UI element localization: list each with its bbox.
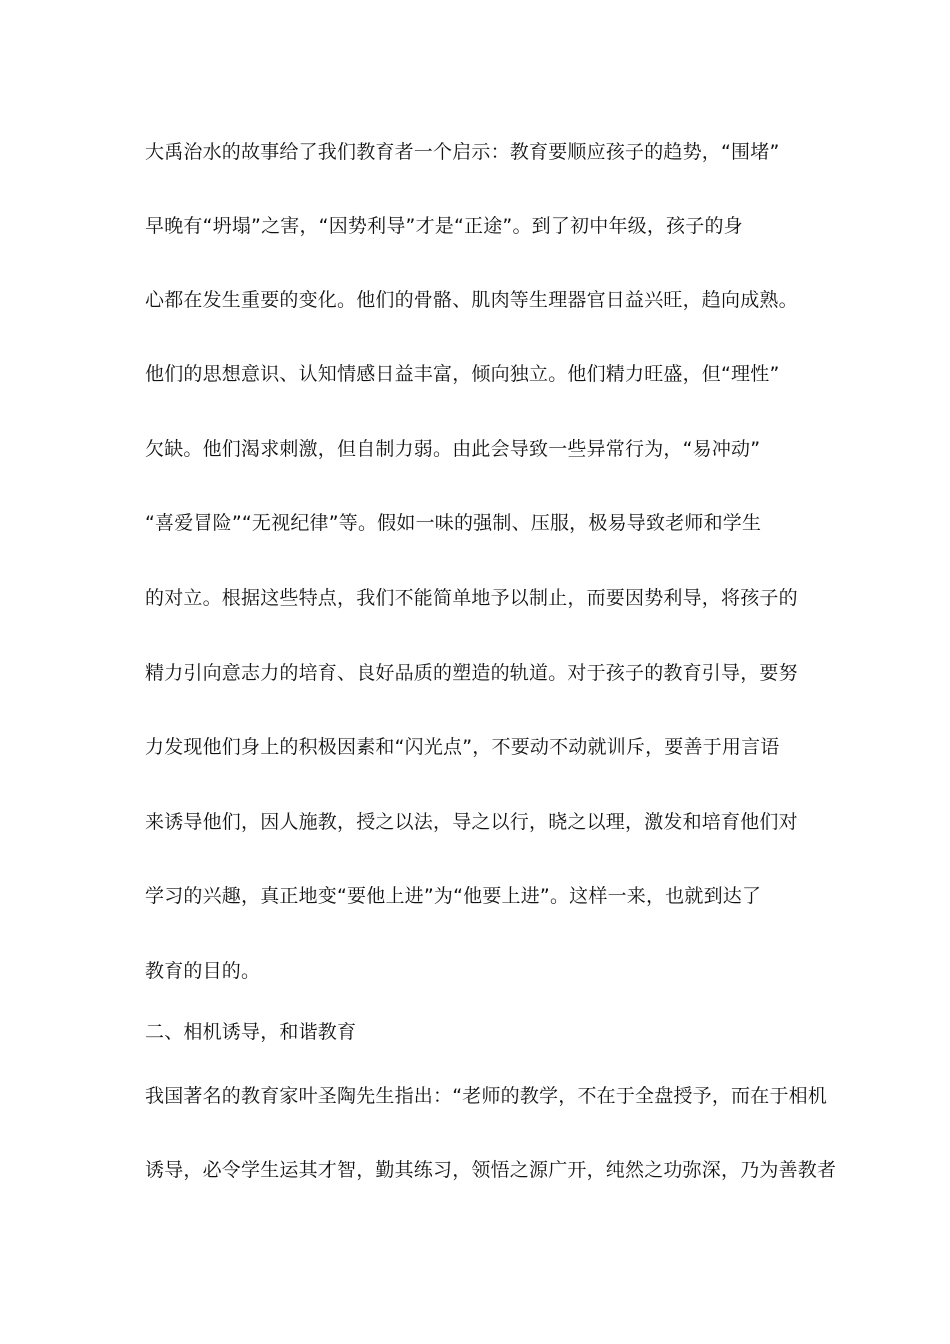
paragraph-1-line-12: 教育的目的。 <box>145 960 261 982</box>
paragraph-2-line-1: 我国著名的教育家叶圣陶先生指出：“老师的教学，不在于全盘授予，而在于相机 <box>145 1085 828 1107</box>
paragraph-1-line-3: 心都在发生重要的变化。他们的骨骼、肌肉等生理器官日益兴旺，趋向成熟。 <box>145 289 798 311</box>
paragraph-1-line-6: “喜爱冒险”“无视纪律”等。假如一味的强制、压服，极易导致老师和学生 <box>145 512 762 534</box>
paragraph-2-line-2: 诱导，必令学生运其才智，勤其练习，领悟之源广开，纯然之功弥深，乃为善教者 <box>145 1159 837 1181</box>
paragraph-1-line-11: 学习的兴趣，真正地变“要他上进”为“他要上进”。这样一来，也就到达了 <box>145 885 762 907</box>
paragraph-1-line-5: 欠缺。他们渴求刺激，但自制力弱。由此会导致一些异常行为，“易冲动” <box>145 438 761 460</box>
paragraph-1-line-2: 早晚有“坍塌”之害，“因势利导”才是“正途”。到了初中年级，孩子的身 <box>145 215 743 237</box>
paragraph-1-line-10: 来诱导他们，因人施教，授之以法，导之以行，晓之以理，激发和培育他们对 <box>145 811 798 833</box>
paragraph-1-line-1: 大禹治水的故事给了我们教育者一个启示：教育要顺应孩子的趋势，“围堵” <box>145 141 780 163</box>
paragraph-1-line-4: 他们的思想意识、认知情感日益丰富，倾向独立。他们精力旺盛，但“理性” <box>145 363 780 385</box>
paragraph-1-line-9: 力发现他们身上的积极因素和“闪光点”，不要动不动就训斥，要善于用言语 <box>145 736 780 758</box>
paragraph-1-line-8: 精力引向意志力的培育、良好品质的塑造的轨道。对于孩子的教育引导，要努 <box>145 662 798 684</box>
section-heading: 二、相机诱导，和谐教育 <box>145 1021 357 1043</box>
paragraph-1-line-7: 的对立。根据这些特点，我们不能简单地予以制止，而要因势利导，将孩子的 <box>145 587 798 609</box>
